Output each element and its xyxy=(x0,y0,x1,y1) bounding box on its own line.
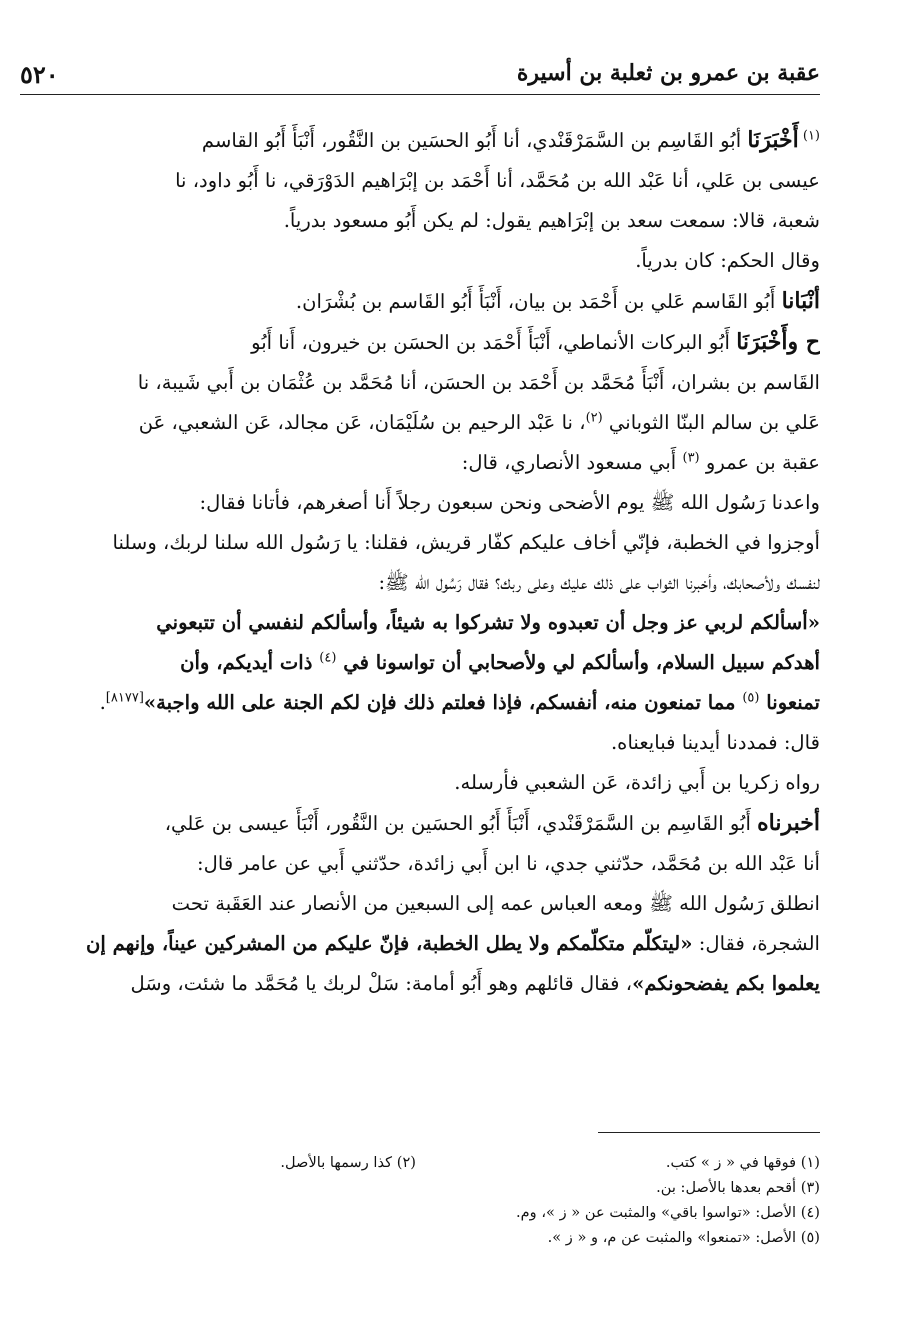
text-line xyxy=(22,803,820,844)
text-line xyxy=(22,924,820,964)
text-segment: أنا عَبْد الله بن مُحَمَّد، حدّثني جدي، نا ابن أَبي زائدة، حدّثني أَبي عن عامر قال: xyxy=(197,852,820,875)
text-line xyxy=(22,643,820,683)
text-line xyxy=(22,964,820,1004)
note-marker: (١) xyxy=(798,128,820,144)
text-segment: الشجرة، فقال: xyxy=(692,932,820,955)
text-segment: يعلموا بكم يفضحونكم» xyxy=(632,972,820,995)
text-segment: أَخْبَرَنَا xyxy=(747,127,799,153)
text-segment: عَلي بن سالم البنّا الثوباني xyxy=(602,411,820,434)
text-segment: تمنعونا xyxy=(759,691,820,714)
text-segment: ، فقال قائلهم وهو أَبُو أمامة: سَلْ لربك يا مُحَمَّد ما شئت، وسَل xyxy=(130,972,633,995)
page-header xyxy=(20,58,820,95)
running-title: عقبة بن عمرو بن ثعلبة بن أسيرة xyxy=(516,60,820,86)
text-line xyxy=(22,241,820,281)
text-line xyxy=(22,884,820,924)
text-line xyxy=(22,763,820,803)
text-segment: «ليتكلّم متكلّمكم ولا يطل الخطبة، فإنّ عليكم من المشركين عيناً، وإنهم إن xyxy=(85,932,693,955)
text-segment: قال: فمددنا أيدينا فبايعناه. xyxy=(610,731,820,754)
note-marker: (٤) xyxy=(319,650,337,666)
footnote-row xyxy=(180,1200,820,1225)
footnote-row xyxy=(180,1175,820,1200)
text-segment: انطلق رَسُول الله ﷺ ومعه العباس عمه إلى السبعين من الأنصار عند العَقَبة تحت xyxy=(171,892,820,915)
text-segment: وقال الحكم: كان بدرياً. xyxy=(635,249,820,272)
note-marker: [٨١٧٧] xyxy=(105,690,144,706)
text-segment: عقبة بن عمرو xyxy=(699,451,820,474)
footnote-1: (١) فوقها في « ز » كتب. xyxy=(665,1154,820,1171)
note-marker: (٢) xyxy=(585,410,603,426)
footnote-row xyxy=(180,1150,820,1175)
note-marker: (٣) xyxy=(682,450,700,466)
note-marker: (٥) xyxy=(742,690,760,706)
text-line xyxy=(22,483,820,523)
footnote-3: (٣) أقحم بعدها بالأصل: بن. xyxy=(656,1179,820,1196)
text-segment: «أسألكم لربي عز وجل أن تعبدوه ولا تشركوا به شيئاً، وأسألكم لنفسي أن تتبعوني xyxy=(156,611,820,634)
text-line xyxy=(22,603,820,643)
text-line xyxy=(22,403,820,443)
text-segment: واعدنا رَسُول الله ﷺ يوم الأضحى ونحن سبعون رجلاً أَنا أصغرهم، فأتانا فقال: xyxy=(199,491,820,514)
text-line xyxy=(22,281,820,322)
footnote-row xyxy=(180,1225,820,1250)
footnote-2: (٢) كذا رسمها بالأصل. xyxy=(280,1154,416,1171)
text-segment: لنفسك ولأصحابك، وأخبرنا الثواب على ذلك عليك وعلى ربك؟ فقال رَسُول الله ﷺ: xyxy=(378,571,820,594)
text-line xyxy=(22,443,820,483)
footnote-4: (٤) الأصل: «تواسوا باقي» والمثبت عن « ز »، وم. xyxy=(515,1204,820,1221)
main-text xyxy=(22,120,820,1004)
footnote-5: (٥) الأصل: «تمنعوا» والمثبت عن م، و « ز ». xyxy=(547,1229,820,1246)
text-segment: أوجزوا في الخطبة، فإنّي أخاف عليكم كفّار قريش، فقلنا: يا رَسُول الله سلنا لربك، وسلنا xyxy=(112,531,820,554)
text-line xyxy=(22,363,820,403)
text-segment: أَبُو القَاسم عَلي بن أَحْمَد بن بيان، أَنْبَأَ أَبُو القَاسم بن بُشْرَان. xyxy=(295,290,782,313)
text-line xyxy=(22,683,820,723)
footnote-separator xyxy=(598,1132,820,1133)
text-segment: ، نا عَبْد الرحيم بن سُلَيْمَان، عَن مجالد، عَن الشعبي، عَن xyxy=(138,411,586,434)
text-line xyxy=(22,563,820,603)
text-segment: أهدكم سبيل السلام، وأسألكم لي ولأصحابي أن تواسونا في xyxy=(336,651,820,674)
text-segment: ذات أيديكم، وأن xyxy=(180,651,320,674)
text-segment: مما تمنعون منه، أنفسكم، فإذا فعلتم ذلك فإن لكم الجنة على الله واجبة» xyxy=(143,691,743,714)
text-segment: أنْبَانا xyxy=(781,288,820,314)
text-line xyxy=(22,161,820,201)
text-segment: أَبُو القَاسِم بن السَّمَرْقَنْدي، أَنْبَأَ أَبُو الحسَين بن النَّقُور، أَنْبَأَ عيسى بن عَلي، xyxy=(164,812,758,835)
text-segment: أَبُو البركات الأنماطي، أَنْبَأَ أَحْمَد بن الحسَن بن خيرون، أَنا أَبُو xyxy=(251,331,737,354)
text-line xyxy=(22,723,820,763)
text-segment: شعبة، قالا: سمعت سعد بن إبْرَاهيم يقول: لم يكن أَبُو مسعود بدرياً. xyxy=(283,209,820,232)
text-segment: أخبرناه xyxy=(757,810,820,836)
text-line xyxy=(22,844,820,884)
text-segment: . xyxy=(99,691,106,714)
text-segment: أبُو القَاسِم بن السَّمَرْقَنْدي، أنا أَبُو الحسَين بن النَّقُور، أَنْبَأَ أَبُو القاسم xyxy=(201,129,748,152)
text-segment: عيسى بن عَلي، أنا عَبْد الله بن مُحَمَّد، أنا أَحْمَد بن إبْرَاهيم الدَوْرَقي، نا أَبُو داود، نا xyxy=(175,169,820,192)
text-segment: القَاسم بن بشران، أَنْبَأَ مُحَمَّد بن أَحْمَد بن الحسَن، أنا مُحَمَّد بن عُثْمَان بن أَبي شَيبة، نا xyxy=(137,371,820,394)
text-line xyxy=(22,120,820,161)
text-line xyxy=(22,201,820,241)
text-line xyxy=(22,322,820,363)
footnotes xyxy=(180,1150,820,1250)
text-segment: أَبي مسعود الأنصاري، قال: xyxy=(461,451,683,474)
text-line xyxy=(22,523,820,563)
text-segment: رواه زكريا بن أَبي زائدة، عَن الشعبي فأرسله. xyxy=(454,771,820,794)
text-segment: ح وأَخْبَرَنَا xyxy=(736,329,820,355)
page-number: ٥٢٠ xyxy=(20,60,59,89)
